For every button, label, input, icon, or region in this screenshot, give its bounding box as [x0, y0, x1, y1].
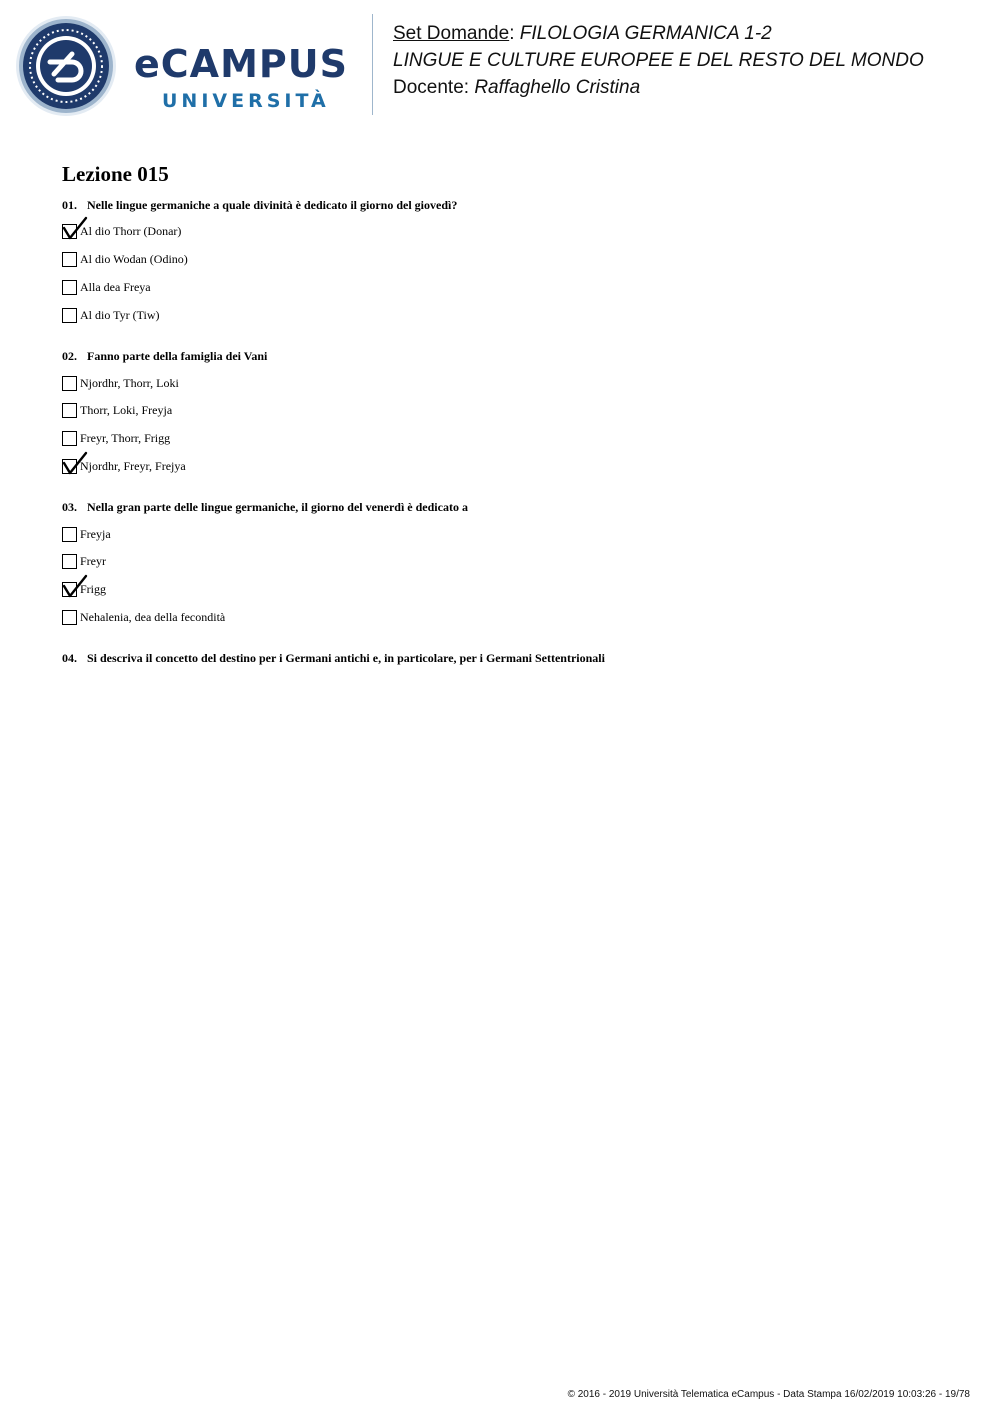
- teacher-name: Raffaghello Cristina: [474, 77, 641, 98]
- question-text: Nella gran parte delle lingue germaniche, il giorno del venerdì è dedicato a: [87, 500, 468, 514]
- question-text: Fanno parte della famiglia dei Vani: [87, 349, 268, 363]
- checkbox[interactable]: [62, 308, 77, 323]
- checkbox[interactable]: [62, 403, 77, 418]
- checkbox[interactable]: [62, 431, 77, 446]
- checkbox[interactable]: [62, 280, 77, 295]
- option-label: Freyr, Thorr, Frigg: [80, 431, 171, 445]
- question: [62, 198, 457, 213]
- program-title: LINGUE E CULTURE EUROPEE E DEL RESTO DEL MONDO: [393, 50, 924, 71]
- question-number: 02.: [62, 349, 77, 363]
- checkbox[interactable]: [62, 610, 77, 625]
- lesson-title: Lezione 015: [62, 162, 169, 186]
- option-label: Thorr, Loki, Freyja: [80, 403, 173, 417]
- question-number: 03.: [62, 500, 77, 514]
- logo-wordmark: eCAMPUS: [134, 42, 348, 86]
- teacher-label: Docente:: [393, 77, 475, 98]
- header-divider: [372, 14, 373, 115]
- question-number: 04.: [62, 651, 77, 665]
- course-title: FILOLOGIA GERMANICA 1-2: [519, 23, 772, 44]
- question-text: Nelle lingue germaniche a quale divinità è dedicato il giorno del giovedì?: [87, 198, 458, 212]
- option-label: Alla dea Freya: [80, 280, 151, 294]
- checkbox[interactable]: [62, 527, 77, 542]
- ecampus-logo: [14, 14, 359, 118]
- option-label: Al dio Wodan (Odino): [80, 252, 188, 266]
- ecampus-seal-icon: [14, 14, 118, 118]
- checkbox[interactable]: [62, 252, 77, 267]
- option-label: Al dio Thorr (Donar): [80, 224, 182, 238]
- question: [62, 500, 468, 515]
- question: [62, 349, 267, 364]
- checkbox[interactable]: [62, 554, 77, 569]
- set-label: Set Domande: [393, 23, 510, 44]
- logo-subtext: UNIVERSITÀ: [162, 90, 330, 112]
- option-label: Al dio Tyr (Tiw): [80, 308, 160, 322]
- checkbox[interactable]: [62, 376, 77, 391]
- set-separator: :: [509, 23, 520, 44]
- option-label: Freyja: [80, 527, 111, 541]
- header-teacher-line: [393, 76, 640, 100]
- option-label: Nehalenia, dea della fecondità: [80, 610, 226, 624]
- option-label: Njordhr, Freyr, Frejya: [80, 459, 186, 473]
- header-course-line: [393, 22, 772, 46]
- page-footer: © 2016 - 2019 Università Telematica eCampus - Data Stampa 16/02/2019 10:03:26 - 19/78: [567, 1389, 970, 1400]
- question-text: Si descriva il concetto del destino per i Germani antichi e, in particolare, per i Germani Settentrionali: [87, 651, 605, 665]
- question: [62, 651, 605, 666]
- option-label: Freyr: [80, 554, 106, 568]
- question-number: 01.: [62, 198, 77, 212]
- option-label: Frigg: [80, 582, 107, 596]
- option-label: Njordhr, Thorr, Loki: [80, 376, 179, 390]
